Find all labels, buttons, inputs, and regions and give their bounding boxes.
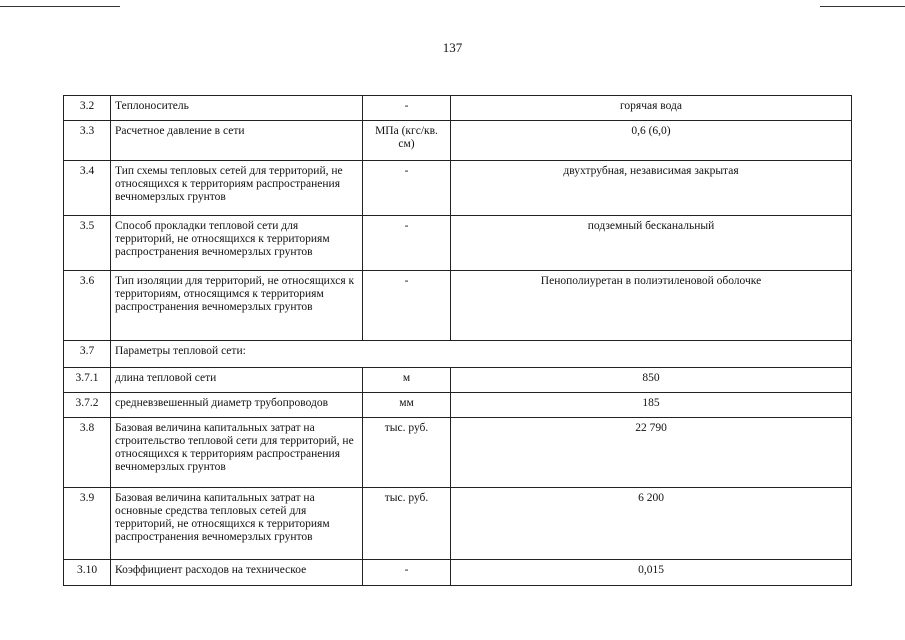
top-rule-right <box>820 6 905 7</box>
table-row <box>64 271 852 341</box>
table-row <box>64 161 852 216</box>
row-unit: МПа (кгс/кв. см) <box>363 121 451 161</box>
row-unit: - <box>363 560 451 586</box>
row-unit: - <box>363 161 451 216</box>
row-number: 3.6 <box>64 271 111 341</box>
row-value: горячая вода <box>451 96 852 121</box>
row-name: Способ прокладки тепловой сети для территорий, не относящихся к территориям распространения вечномерзлых грунтов <box>111 216 363 271</box>
row-unit: тыс. руб. <box>363 418 451 488</box>
row-unit: - <box>363 271 451 341</box>
row-value: 22 790 <box>451 418 852 488</box>
page-number: 137 <box>442 40 463 55</box>
row-name: Базовая величина капитальных затрат на строительство тепловой сети для территорий, не относящихся к территориям распространения вечномерзлых грунтов <box>111 418 363 488</box>
row-value: 850 <box>451 368 852 393</box>
row-name: Базовая величина капитальных затрат на основные средства тепловых сетей для территорий, не относящихся к территориям распространения вечномерзлых грунтов <box>111 488 363 560</box>
row-number: 3.7.2 <box>64 393 111 418</box>
row-unit: мм <box>363 393 451 418</box>
spec-table <box>63 95 852 586</box>
table-row <box>64 216 852 271</box>
row-value: 0,015 <box>451 560 852 586</box>
row-value: Пенополиуретан в полиэтиленовой оболочке <box>451 271 852 341</box>
row-number: 3.5 <box>64 216 111 271</box>
row-name: Тип схемы тепловых сетей для территорий, не относящихся к территориям распространения вечномерзлых грунтов <box>111 161 363 216</box>
row-unit: тыс. руб. <box>363 488 451 560</box>
row-unit: м <box>363 368 451 393</box>
row-name: Коэффициент расходов на техническое <box>111 560 363 586</box>
table-row <box>64 560 852 586</box>
row-number: 3.10 <box>64 560 111 586</box>
row-unit: - <box>363 96 451 121</box>
row-value: 0,6 (6,0) <box>451 121 852 161</box>
table-row <box>64 488 852 560</box>
row-value: 6 200 <box>451 488 852 560</box>
row-name: Расчетное давление в сети <box>111 121 363 161</box>
row-number: 3.9 <box>64 488 111 560</box>
row-name: Параметры тепловой сети: <box>111 341 852 368</box>
top-rule-left <box>0 6 120 7</box>
row-number: 3.8 <box>64 418 111 488</box>
row-number: 3.7.1 <box>64 368 111 393</box>
row-number: 3.2 <box>64 96 111 121</box>
row-value: 185 <box>451 393 852 418</box>
table-row <box>64 121 852 161</box>
table-row <box>64 418 852 488</box>
row-number: 3.3 <box>64 121 111 161</box>
row-value: подземный бесканальный <box>451 216 852 271</box>
table-row <box>64 96 852 121</box>
row-number: 3.4 <box>64 161 111 216</box>
row-name: Тип изоляции для территорий, не относящихся к территориям, относящимся к территориям распространения вечномерзлых грунтов <box>111 271 363 341</box>
table-row <box>64 368 852 393</box>
row-name: средневзвешенный диаметр трубопроводов <box>111 393 363 418</box>
table-row <box>64 393 852 418</box>
row-number: 3.7 <box>64 341 111 368</box>
row-unit: - <box>363 216 451 271</box>
row-value: двухтрубная, независимая закрытая <box>451 161 852 216</box>
row-name: Теплоноситель <box>111 96 363 121</box>
table-row <box>64 341 852 368</box>
row-name: длина тепловой сети <box>111 368 363 393</box>
